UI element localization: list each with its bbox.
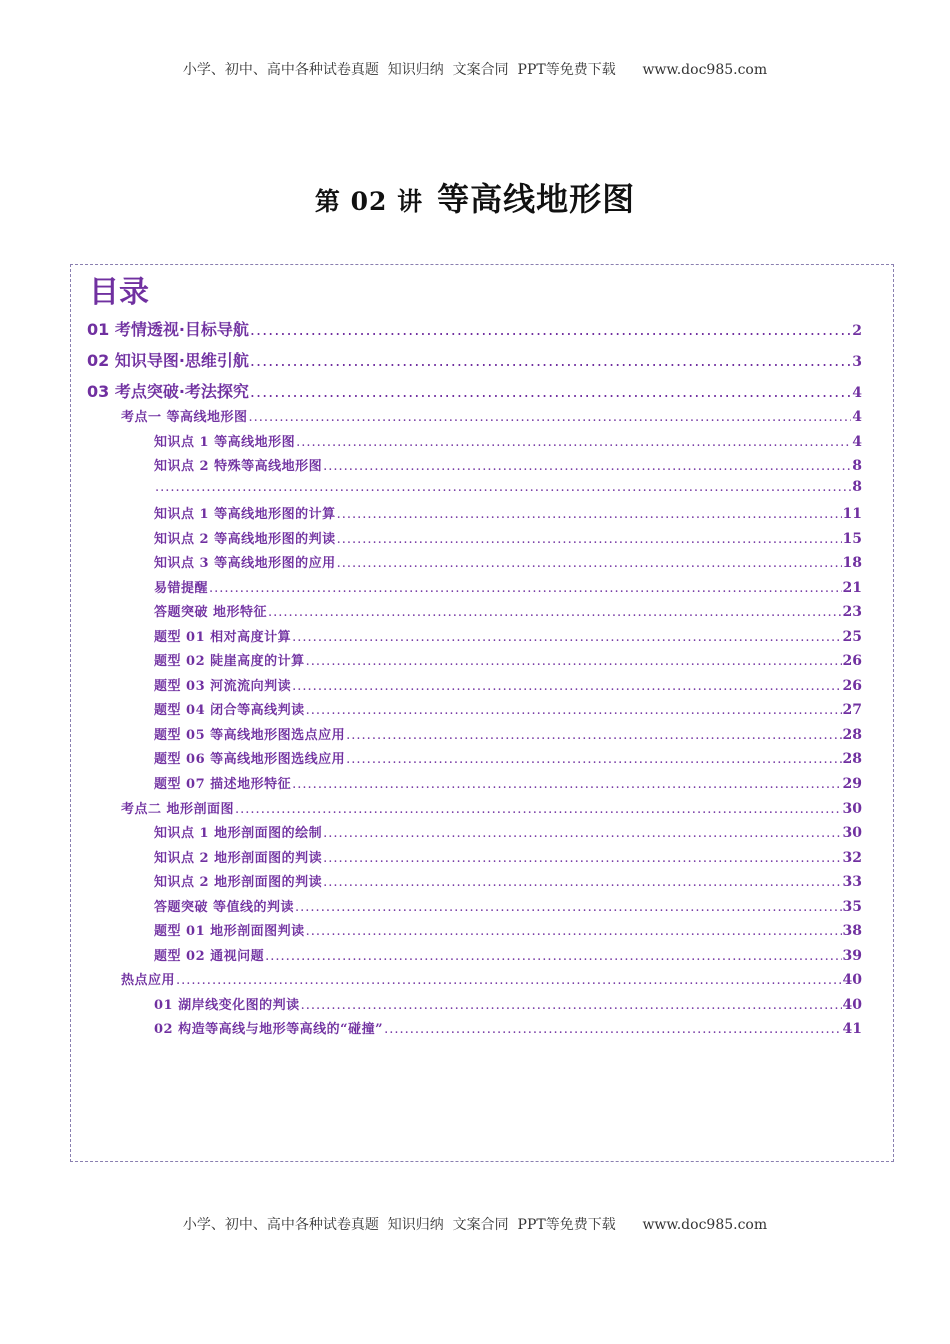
toc-entry-title: 知识点 2 特殊等高线地形图 xyxy=(154,459,323,474)
toc-leader xyxy=(346,752,841,767)
toc-entry-title: 题型 01 相对高度计算 xyxy=(154,630,292,645)
toc-entry[interactable] xyxy=(154,773,862,792)
lecture-title: 等高线地形图 xyxy=(437,180,636,218)
toc-entry-page: 4 xyxy=(852,385,862,401)
toc-entry-page: 26 xyxy=(842,678,862,694)
toc-entry-title: 知识点 3 等高线地形图的应用 xyxy=(154,556,336,571)
toc-entry-page: 35 xyxy=(842,899,862,915)
toc-entry-page: 3 xyxy=(852,354,862,370)
toc-leader xyxy=(295,900,841,915)
toc-entry-page: 18 xyxy=(842,555,862,571)
toc-leader xyxy=(250,351,851,370)
toc-entry-title: 题型 05 等高线地形图选点应用 xyxy=(154,728,346,743)
page-title xyxy=(0,174,950,220)
toc-entry[interactable] xyxy=(154,650,862,669)
toc-entry-title: 知识点 1 等高线地形图的计算 xyxy=(154,507,336,522)
toc-entry[interactable] xyxy=(154,724,862,743)
toc-entry-page: 8 xyxy=(852,479,862,495)
toc-entry[interactable] xyxy=(154,748,862,767)
page-footer: 小学、初中、高中各种试卷真题 知识归纳 文案合同 PPT等免费下载 www.doc985.com xyxy=(182,1217,768,1233)
toc-entry-title: 考点一 等高线地形图 xyxy=(121,410,248,425)
toc-entry-title: 答题突破 等值线的判读 xyxy=(154,900,295,915)
lecture-number: 第 02 讲 xyxy=(314,187,424,216)
toc-entry-title: 热点应用 xyxy=(121,973,176,988)
toc-entry-page: 4 xyxy=(852,409,862,425)
toc-leader xyxy=(337,532,842,547)
toc-leader xyxy=(249,410,852,425)
toc-leader xyxy=(337,556,842,571)
toc-leader xyxy=(337,507,842,522)
toc-entry[interactable] xyxy=(154,896,862,915)
toc-leader xyxy=(323,459,851,474)
toc-entry-page: 41 xyxy=(842,1021,862,1037)
toc-entry[interactable] xyxy=(154,871,862,890)
toc-entry[interactable] xyxy=(154,626,862,645)
toc-leader xyxy=(323,851,841,866)
toc-entry-title: 01 湖岸线变化图的判读 xyxy=(154,998,300,1013)
toc-leader xyxy=(346,728,841,743)
toc-entry[interactable] xyxy=(154,503,862,522)
toc-entry[interactable] xyxy=(154,945,862,964)
toc-leader xyxy=(323,875,841,890)
toc-entry[interactable] xyxy=(154,479,862,495)
toc-leader xyxy=(176,973,842,988)
page-header: 小学、初中、高中各种试卷真题 知识归纳 文案合同 PPT等免费下载 www.doc985.com xyxy=(182,62,768,78)
toc-leader xyxy=(306,654,842,669)
toc-entry[interactable] xyxy=(121,969,862,988)
toc-entry-title: 知识点 2 地形剖面图的判读 xyxy=(154,851,323,866)
toc-leader xyxy=(250,382,851,401)
toc-entry-title: 题型 04 闭合等高线判读 xyxy=(154,703,305,718)
toc-entry[interactable] xyxy=(154,431,862,450)
toc-entry-page: 39 xyxy=(842,948,862,964)
toc-entry[interactable] xyxy=(87,379,862,402)
toc-entry[interactable] xyxy=(154,920,862,939)
toc-entry[interactable] xyxy=(154,1018,862,1037)
toc-entry-page: 38 xyxy=(842,923,862,939)
toc-entry[interactable] xyxy=(154,822,862,841)
toc-leader xyxy=(292,630,841,645)
toc-entry-title: 02 知识导图·思维引航 xyxy=(87,351,249,370)
toc-heading: 目录 xyxy=(89,275,149,310)
toc-entry-title: 题型 02 通视问题 xyxy=(154,949,265,964)
toc-leader xyxy=(209,581,842,596)
toc-entry-page: 8 xyxy=(852,458,862,474)
toc-entry-page: 30 xyxy=(842,801,862,817)
toc-entry-page: 28 xyxy=(842,751,862,767)
toc-entry-page: 33 xyxy=(842,874,862,890)
toc-leader xyxy=(292,777,841,792)
toc-entry[interactable] xyxy=(154,699,862,718)
toc-leader xyxy=(265,949,841,964)
toc-entry-page: 27 xyxy=(842,702,862,718)
toc-leader xyxy=(292,679,841,694)
toc-leader xyxy=(155,480,851,495)
toc-entry-page: 29 xyxy=(842,776,862,792)
toc-entry-page: 15 xyxy=(842,531,862,547)
toc-entry[interactable] xyxy=(87,348,862,371)
toc-entry-title: 知识点 1 等高线地形图 xyxy=(154,435,296,450)
toc-entry-page: 32 xyxy=(842,850,862,866)
toc-entry-title: 考点二 地形剖面图 xyxy=(121,802,235,817)
toc-entry[interactable] xyxy=(121,798,862,817)
toc-leader xyxy=(306,703,842,718)
toc-entry[interactable] xyxy=(121,406,862,425)
toc-entry-title: 03 考点突破·考法探究 xyxy=(87,382,249,401)
toc-entry-title: 知识点 2 等高线地形图的判读 xyxy=(154,532,336,547)
toc-leader xyxy=(306,924,842,939)
toc-leader xyxy=(235,802,841,817)
toc-leader xyxy=(301,998,842,1013)
toc-leader xyxy=(250,320,851,339)
toc-entry-title: 02 构造等高线与地形等高线的“碰撞” xyxy=(154,1022,384,1037)
toc-entry[interactable] xyxy=(154,455,862,474)
table-of-contents xyxy=(70,264,894,1162)
toc-entry-title: 题型 02 陡崖高度的计算 xyxy=(154,654,305,669)
toc-entry-title: 题型 06 等高线地形图选线应用 xyxy=(154,752,346,767)
toc-entry[interactable] xyxy=(154,577,862,596)
toc-entry-page: 21 xyxy=(842,580,862,596)
toc-entry-title: 知识点 2 地形剖面图的判读 xyxy=(154,875,323,890)
toc-entry[interactable] xyxy=(154,528,862,547)
toc-entry[interactable] xyxy=(154,601,862,620)
toc-entry-title: 题型 01 地形剖面图判读 xyxy=(154,924,305,939)
toc-entry-title: 题型 03 河流流向判读 xyxy=(154,679,292,694)
toc-leader xyxy=(384,1022,841,1037)
toc-entry-page: 2 xyxy=(852,323,862,339)
toc-leader xyxy=(268,605,841,620)
toc-leader xyxy=(323,826,841,841)
toc-entry-page: 28 xyxy=(842,727,862,743)
toc-entry[interactable] xyxy=(87,317,862,340)
toc-entry-title: 知识点 1 地形剖面图的绘制 xyxy=(154,826,323,841)
toc-entry-page: 26 xyxy=(842,653,862,669)
toc-entry-page: 40 xyxy=(842,972,862,988)
toc-entry[interactable] xyxy=(154,847,862,866)
toc-entry[interactable] xyxy=(154,675,862,694)
toc-entry-title: 易错提醒 xyxy=(154,581,209,596)
toc-entry-title: 01 考情透视·目标导航 xyxy=(87,320,249,339)
toc-entry-page: 25 xyxy=(842,629,862,645)
toc-entry-page: 30 xyxy=(842,825,862,841)
toc-entry-page: 23 xyxy=(842,604,862,620)
toc-entry-title: 题型 07 描述地形特征 xyxy=(154,777,292,792)
toc-entry[interactable] xyxy=(154,994,862,1013)
toc-entry-page: 11 xyxy=(842,506,862,522)
toc-entry-page: 4 xyxy=(852,434,862,450)
toc-entry-title: 答题突破 地形特征 xyxy=(154,605,268,620)
toc-leader xyxy=(296,435,851,450)
toc-entry-page: 40 xyxy=(842,997,862,1013)
toc-entry[interactable] xyxy=(154,552,862,571)
